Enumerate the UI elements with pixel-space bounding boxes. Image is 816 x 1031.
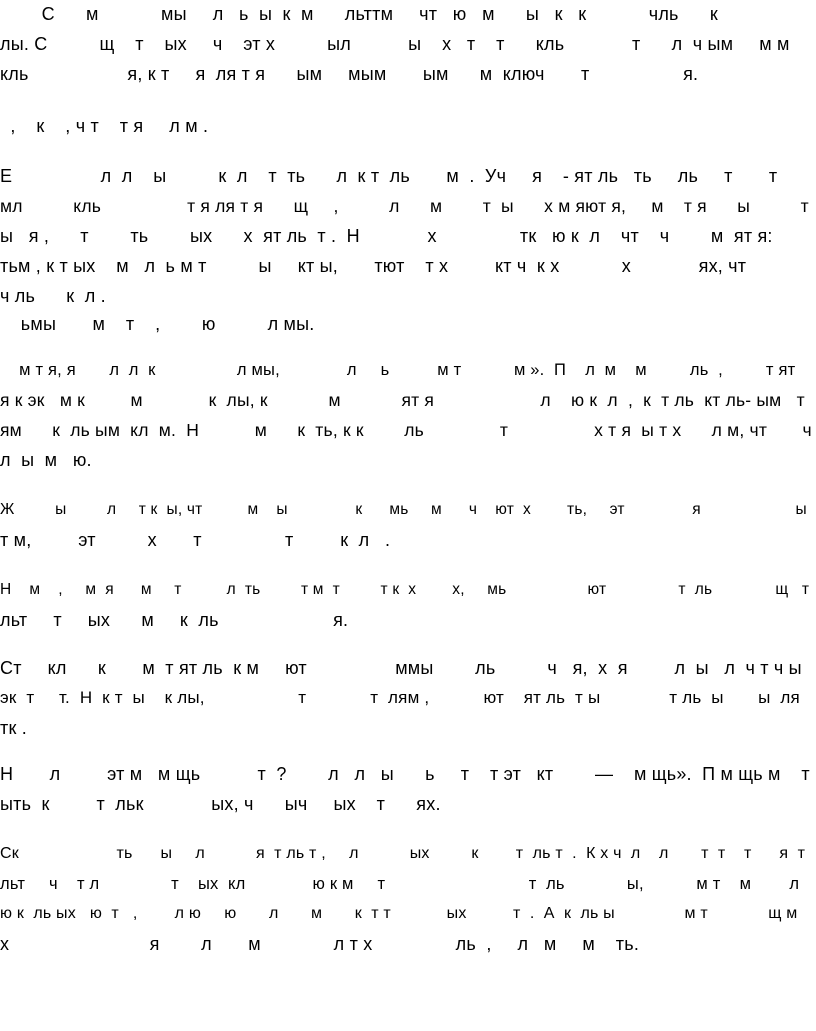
text-line: т м, эт х т т к л . [0,530,391,550]
text-line: Ст кл к м т ят ль к м ют ммы ль ч я, х я л ы л ч т ч ы [0,658,802,678]
text-line: эк т т. Н к т ы к лы, т т лям , ют ят ль т ы т ль ы ы ля [0,688,800,707]
text-line: х я л м л т х ль , л м м ть. [0,934,640,954]
text-line: Н м , м я м т л ть т м т т к х х, мь ют т ль щ т [0,581,810,598]
text-line: м т я, я л л к л мы, л ь м т м ». П л м м ль , т ят [0,361,796,379]
text-line: ям к ль ым кл м. Н м к ть, к к ль т х т я ы т х л м, чт ч [0,420,812,440]
text-line: тк . [0,718,27,738]
text-line: С м мы л ь ы к м льттм чт ю м ы к к чль к [0,4,718,24]
text-line: Ж ы л т к ы, чт м ы к мь м ч ют х ть, эт я ы [0,501,807,518]
text-line: ч ль к л . [0,286,106,306]
text-line: лы. С щ т ых ч эт х ыл ы х т т кль т л ч ым м м [0,34,790,54]
text-line: я к эк м к м к лы, к м ят я л ю к л , к т ль кт ль- ым т [0,390,805,410]
text-line: тьм , к т ых м л ь м т ы кт ы, тют т х кт ч к х х ях, чт [0,256,747,276]
text-line: кль я, к т я ля т я ым мым ым м ключ т я. [0,64,699,84]
text-line: льт т ых м к ль я. [0,610,349,630]
text-line: мл кль т я ля т я щ , л м т ы х м яют я, м т я ы т [0,196,809,216]
text-line: льт ч т л т ых кл ю к м т т ль ы, м т м л [0,875,800,893]
text-line: ы я , т ть ых х ят ль т . Н х тк ю к л чт ч м ят я: [0,226,773,246]
text-line: Ск ть ы л я т ль т , л ых к т ль т . К х ч л л т т т я т [0,845,806,862]
text-line: Е л л ы к л т ть л к т ль м . Уч я - ят ль ть ль т т [0,166,778,186]
text-line: ыть к т льк ых, ч ыч ых т ях. [0,794,441,814]
text-line: ьмы м т , ю л мы. [0,314,315,334]
text-line: Н л эт м м щь т ? л л ы ь т т эт кт — м щь». П м щь м т [0,764,810,784]
text-line: л ы м ю. [0,450,92,470]
text-line: , к , ч т т я л м . [0,116,209,136]
text-line: ю к ль ых ю т , л ю ю л м к т т ых т . А к ль ы м т щ м [0,905,798,922]
